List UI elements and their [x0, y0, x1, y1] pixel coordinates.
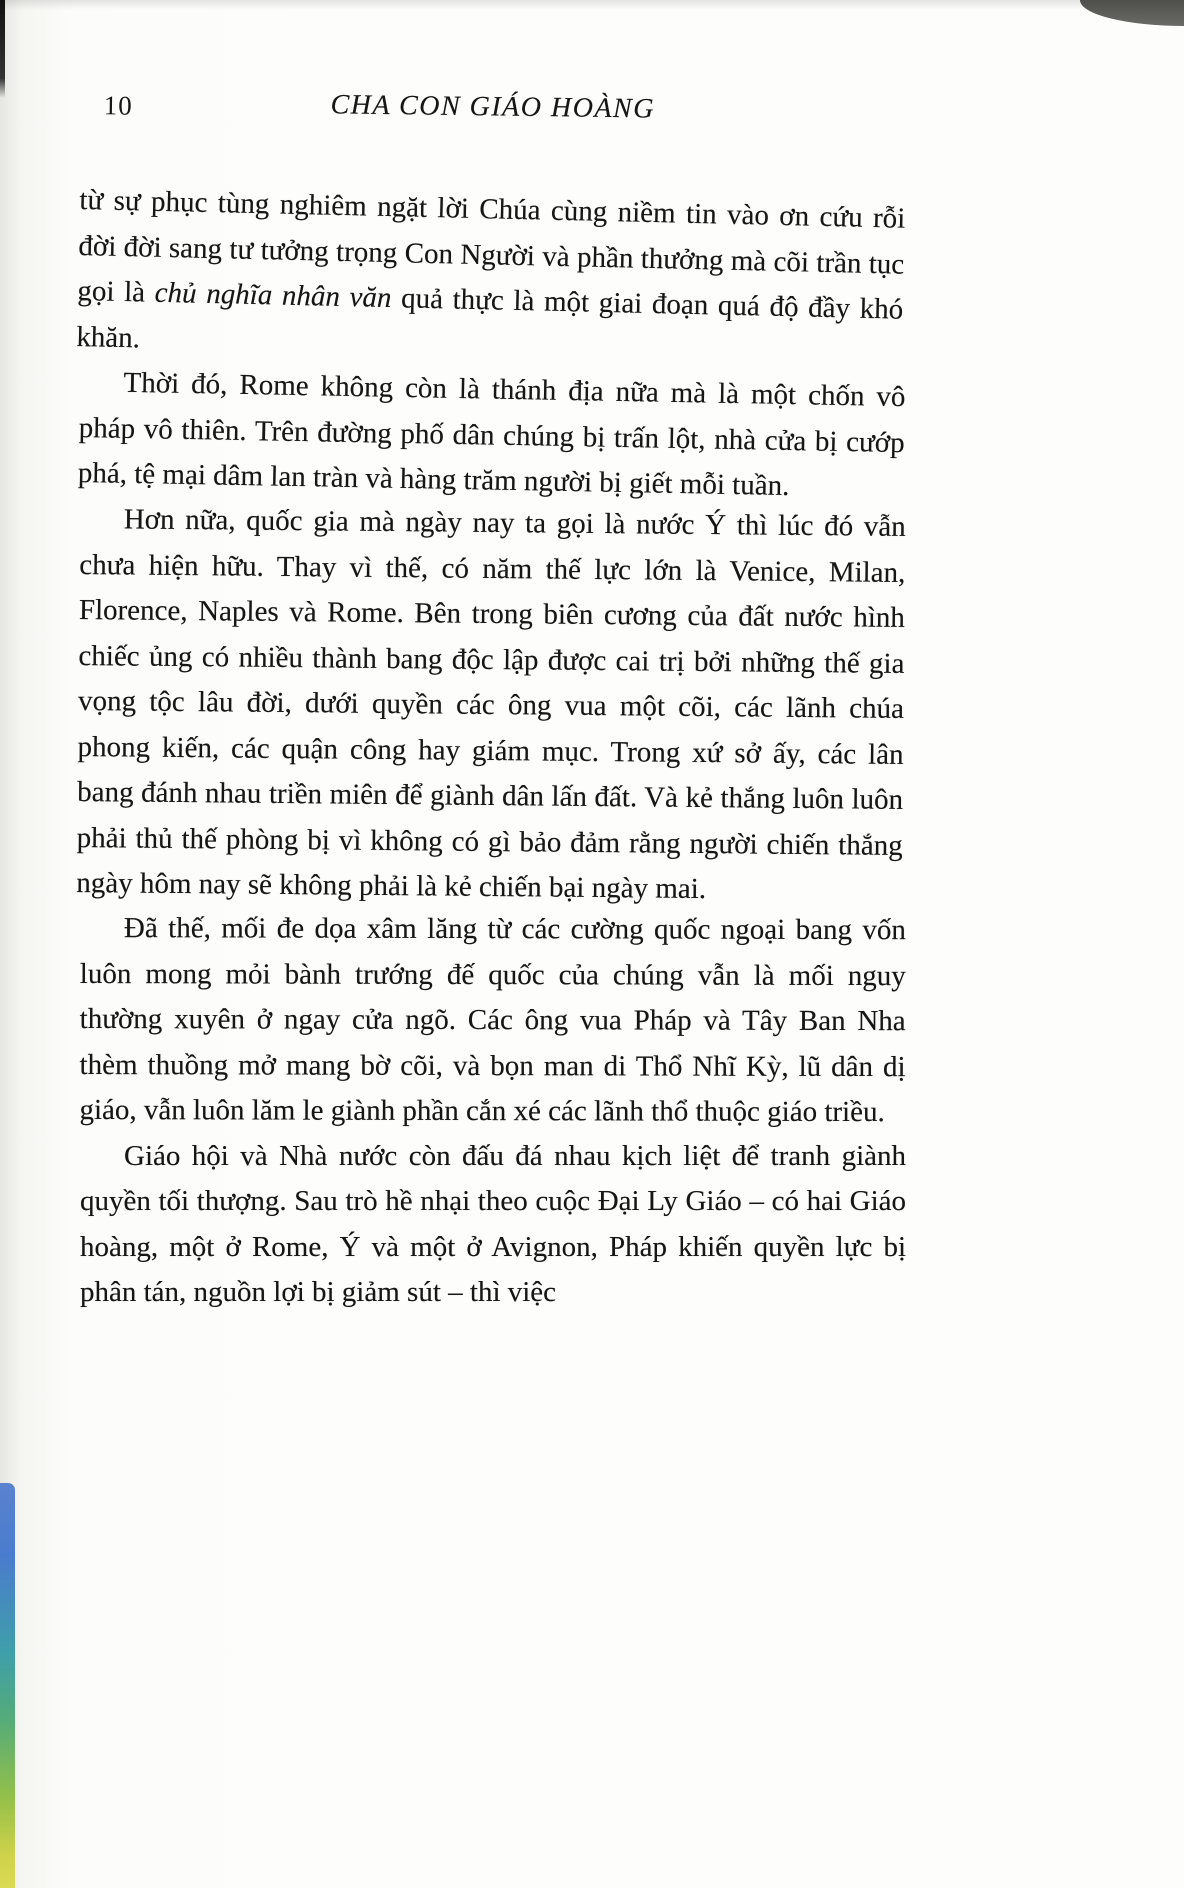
page-number: 10	[103, 90, 133, 121]
text-run: từ sự phục tùng nghiêm ngặt lời Chúa cùng niềm tin vào ơn cứu rỗi đời đời sang tư tưởng trọng Con Người và phần thưởng mà cõi trần tục gọi là	[77, 183, 906, 309]
corner-smudge	[1080, 0, 1184, 26]
paragraph	[77, 360, 905, 512]
text-block	[76, 178, 906, 1316]
italic-run: chủ nghĩa nhân văn	[154, 276, 392, 315]
text-run: Hơn nữa, quốc gia mà ngày nay ta gọi là nước Ý thì lúc đó vẫn chưa hiện hữu. Thay vì thế, có năm thế lực lớn là Venice, Milan, Florence, Naples và Rome. Bên trong biên cương của đất nước hình chiếc ủng có nhiều thành bang độc lập được cai trị bởi những thế gia vọng tộc lâu đời, dưới quyền các ông vua một cõi, các lãnh chúa phong kiến, các quận công hay giám mục. Trong xứ sở ấy, các lân bang đánh nhau triền miên để giành dân lấn đất. Và kẻ thắng luôn luôn phải thủ thế phòng bị vì không có gì bảo đảm rằng người chiến thắng ngày hôm nay sẽ không phải là kẻ chiến bại ngày mai.	[76, 502, 906, 905]
text-run: quả thực là một giai đoạn quá độ đầy khó khăn.	[76, 282, 904, 354]
text-run: Giáo hội và Nhà nước còn đấu đá nhau kịch liệt để tranh giành quyền tối thượng. Sau trò hề nhại theo cuộc Đại Ly Giáo – có hai Giáo hoàng, một ở Rome, Ý và một ở Avignon, Pháp khiến quyền lực bị phân tán, nguồn lợi bị giảm sút – thì việc	[80, 1139, 906, 1308]
cover-color-strip	[0, 1483, 15, 1888]
header-title: CHA CON GIÁO HOÀNG	[330, 89, 656, 125]
text-run: Đã thế, mối đe dọa xâm lăng từ các cường quốc ngoại bang vốn luôn mong mỏi bành trướng đế quốc của chúng vẫn là mối nguy thường xuyên ở ngay cửa ngõ. Các ông vua Pháp và Tây Ban Nha thèm thuồng mở mang bờ cõi, và bọn man di Thổ Nhĩ Kỳ, lũ dân dị giáo, vẫn luôn lăm le giành phần cắn xé các lãnh thổ thuộc giáo triều.	[79, 912, 906, 1129]
edge-mark	[0, 0, 5, 98]
paragraph	[76, 497, 906, 914]
paragraph	[76, 178, 906, 379]
paragraph	[80, 1134, 906, 1316]
paragraph	[79, 906, 906, 1136]
text-run: Thời đó, Rome không còn là thánh địa nữa mà là một chốn vô pháp vô thiên. Trên đường phố dân chúng bị trấn lột, nhà cửa bị cướp phá, tệ mại dâm lan tràn và hàng trăm người bị giết mỗi tuần.	[77, 366, 906, 503]
page-header	[79, 86, 905, 137]
